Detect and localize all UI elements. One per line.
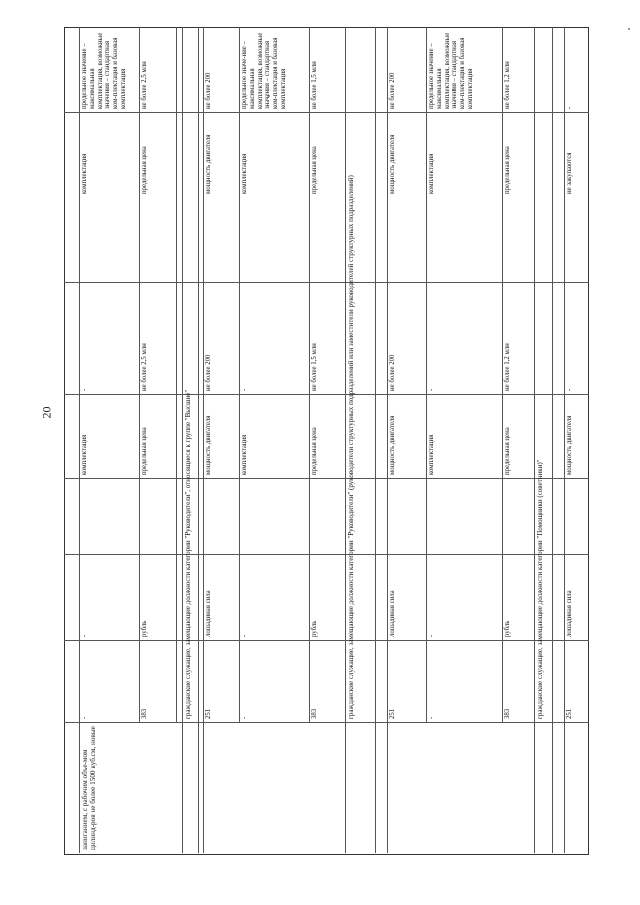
cell-unit: рубль xyxy=(141,620,148,637)
cell-val1: - xyxy=(81,388,88,391)
group-heading-senior: гражданские служащие, замещающие должности категории "Руководители", относящиеся к группе "Высшие" xyxy=(184,389,192,719)
cell-code: - xyxy=(81,716,88,719)
cell-code: 383 xyxy=(141,708,148,719)
cell-val1: - xyxy=(566,388,573,391)
cell-val2: - xyxy=(566,106,573,109)
cell-char2: не закупаются xyxy=(566,152,573,194)
cell-val2: не более 1,5 млн xyxy=(311,61,318,109)
cell-unit: лошадиная сила xyxy=(566,590,573,637)
cell-val2: не более 1,2 млн xyxy=(504,61,511,109)
cell-val2: не более 200 xyxy=(389,72,396,109)
cell-val1: не более 200 xyxy=(205,354,212,391)
page-number: 20 xyxy=(39,406,54,419)
cell-char2: комплектация xyxy=(81,153,88,194)
cell-val2: предельное значение – максимальная комплектация, возможные значения – стандартная ком-плектация и базовая комплектация xyxy=(81,32,128,109)
cell-code: 251 xyxy=(389,708,396,719)
cell-char1: мощность двигателя xyxy=(205,415,212,475)
cell-val2: предельное значе-ние – максимальная комплектация, возможные значения – стандартная ком-плектация и базовая комплектация xyxy=(241,32,288,109)
cell-val1: не более 2,5 млн xyxy=(141,343,148,391)
cell-code: 383 xyxy=(504,708,511,719)
cell-val2: не более 200 xyxy=(205,72,212,109)
cell-val1: - xyxy=(241,388,248,391)
scan-speck xyxy=(628,28,630,30)
cell-code: 383 xyxy=(311,708,318,719)
cell-val2: предельное значение – максимальная комплектация, возможные значения – стандартная ком-плектация и базовая комплектация xyxy=(428,32,475,109)
cell-unit: - xyxy=(428,634,435,637)
cell-code: 251 xyxy=(566,708,573,719)
cell-val1: не более 200 xyxy=(389,354,396,391)
cell-code: - xyxy=(241,716,248,719)
cell-val1: - xyxy=(428,388,435,391)
cell-char1: комплектация xyxy=(81,434,88,475)
cell-char1: комплектация xyxy=(241,434,248,475)
cell-char2: предельная цена xyxy=(141,146,148,194)
cell-unit: рубль xyxy=(311,620,318,637)
cell-char1: предельная цена xyxy=(141,427,148,475)
cell-val1: не более 1,5 млн xyxy=(311,343,318,391)
cell-unit: лошадиная сила xyxy=(389,590,396,637)
cell-unit: лошадиная сила xyxy=(205,590,212,637)
cell-char1: мощность двигателя xyxy=(566,415,573,475)
cell-char2: предельная цена xyxy=(504,146,511,194)
rotated-table xyxy=(64,27,589,855)
cell-char1: предельная цена xyxy=(311,427,318,475)
cell-unit: рубль xyxy=(504,620,511,637)
cell-char1: комплектация xyxy=(428,434,435,475)
group-heading-structural: гражданские служащие, замещающие должности категории "Руководители" (руководители структурных подразделений или заместители руководителей структурных подразделений) xyxy=(347,175,355,719)
cell-char1: предельная цена xyxy=(504,427,511,475)
cell-code: 251 xyxy=(205,708,212,719)
cell-char2: мощность двигателя xyxy=(389,134,396,194)
cell-code: - xyxy=(428,716,435,719)
vehicle-desc-cell: заниганием, с рабочим объе-мом цилинд-ров не более 1500 куб.см, новые xyxy=(81,726,98,850)
cell-val1: не более 1,2 млн xyxy=(504,343,511,391)
cell-char2: предельная цена xyxy=(311,146,318,194)
cell-char2: комплектация xyxy=(241,153,248,194)
cell-unit: - xyxy=(81,634,88,637)
cell-unit: - xyxy=(241,634,248,637)
cell-char2: мощность двигателя xyxy=(205,134,212,194)
cell-val2: не более 2,5 млн xyxy=(141,61,148,109)
group-heading-assistants: гражданские служащие, замещающие должности категории "Помощники (советники)" xyxy=(536,459,544,719)
cell-char1: мощность двигателя xyxy=(389,415,396,475)
cell-char2: комплектация xyxy=(428,153,435,194)
